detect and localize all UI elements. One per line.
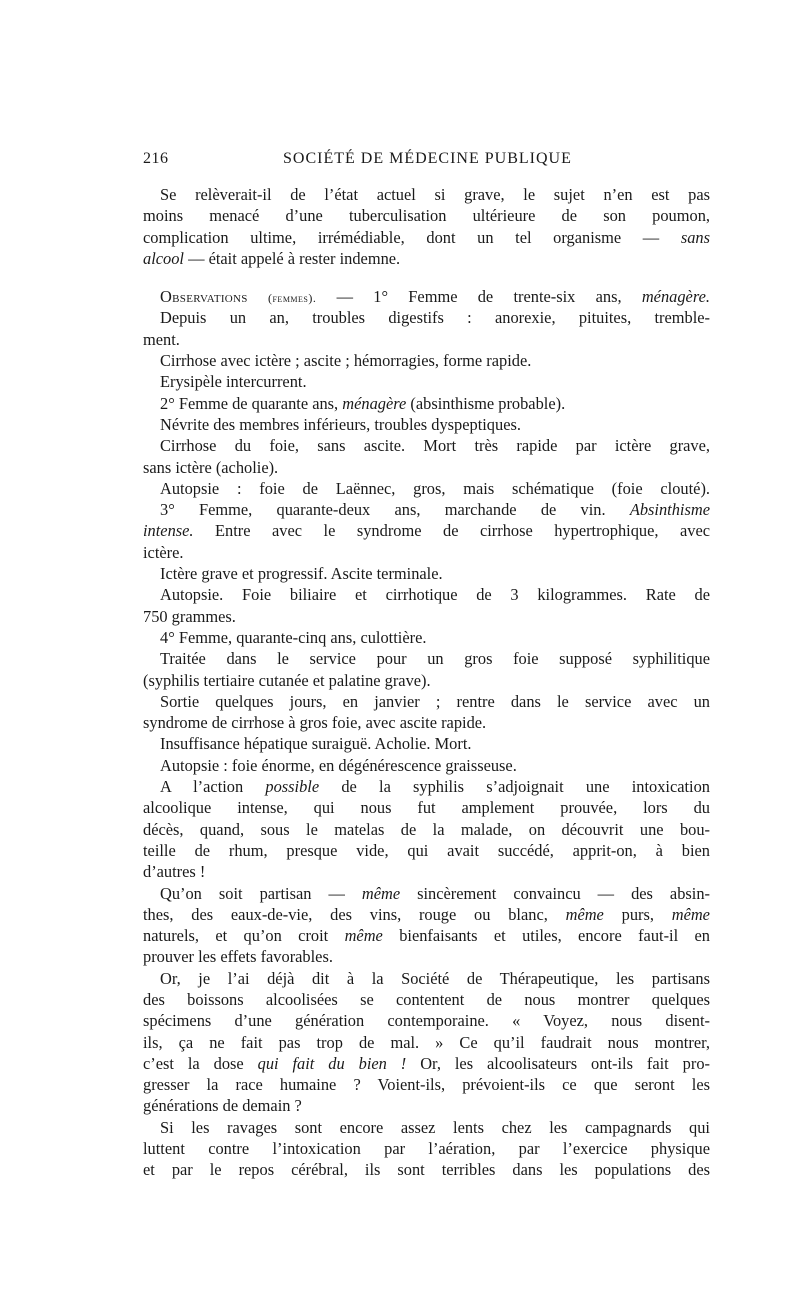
text-line: thes, des eaux-de-vie, des vins, rouge ou blanc, même purs, même xyxy=(143,904,710,924)
text-line: Insuffisance hépatique suraiguë. Acholie. Mort. xyxy=(160,734,472,754)
text-line: ils, ça ne fait pas trop de mal. » Ce qu’il faudrait nous montrer, xyxy=(143,1032,710,1052)
text-line: naturels, et qu’on croit même bienfaisants et utiles, encore faut-il en xyxy=(143,926,710,946)
text-line: A l’action possible de la syphilis s’adjoignait une intoxication xyxy=(160,777,710,797)
page-number: 216 xyxy=(143,150,169,167)
text-line: Cirrhose avec ictère ; ascite ; hémorragies, forme rapide. xyxy=(160,351,532,371)
text-line: Cirrhose du foie, sans ascite. Mort très rapide par ictère grave, xyxy=(160,436,710,456)
text-line: 2° Femme de quarante ans, ménagère (absinthisme probable). xyxy=(160,393,566,413)
text-line: Se relèverait-il de l’état actuel si grave, le sujet n’en est pas xyxy=(160,185,710,204)
text-line: générations de demain ? xyxy=(143,1096,302,1116)
text-line: Traitée dans le service pour un gros foie supposé syphilitique xyxy=(160,649,710,669)
text-line: ment. xyxy=(143,329,180,349)
text-line: moins menacé d’une tuberculisation ultérieure de son poumon, xyxy=(143,206,710,226)
section-heading: Observations xyxy=(160,287,248,307)
text-line: prouver les effets favorables. xyxy=(143,947,333,967)
text-line: complication ultime, irrémédiable, dont un tel organisme — sans xyxy=(143,227,710,247)
text-line: 750 grammes. xyxy=(143,606,236,626)
text-line: et par le repos cérébral, ils sont terribles dans les populations des xyxy=(143,1160,710,1180)
text-line: spécimens d’une génération contemporaine. « Voyez, nous disent- xyxy=(143,1011,710,1031)
text-line: Qu’on soit partisan — même sincèrement convaincu — des absin- xyxy=(160,883,710,903)
text-line: Sortie quelques jours, en janvier ; rentre dans le service avec un xyxy=(160,691,710,711)
text-line: ictère. xyxy=(143,542,184,562)
text-line: gresser la race humaine ? Voient-ils, prévoient-ils ce que seront les xyxy=(143,1075,710,1095)
text-line: syndrome de cirrhose à gros foie, avec ascite rapide. xyxy=(143,713,487,733)
text-line: d’autres ! xyxy=(143,862,206,882)
text-line: Si les ravages sont encore assez lents chez les campagnards qui xyxy=(160,1117,710,1137)
text-line: Autopsie. Foie biliaire et cirrhotique de 3 kilogrammes. Rate de xyxy=(160,585,710,605)
text-line: des boissons alcoolisées se contentent de nous montrer quelques xyxy=(143,989,710,1009)
text-line: Depuis un an, troubles digestifs : anorexie, pituites, tremble- xyxy=(160,308,710,328)
text-line: Autopsie : foie énorme, en dégénérescence graisseuse. xyxy=(160,755,517,775)
text-line: teille de rhum, presque vide, qui avait succédé, apprit-on, à bien xyxy=(143,840,710,860)
text-line: Or, je l’ai déjà dit à la Société de Thérapeutique, les partisans xyxy=(160,968,710,988)
text-line: (syphilis tertiaire cutanée et palatine grave). xyxy=(143,670,431,690)
text-line: Autopsie : foie de Laënnec, gros, mais schématique (foie clouté). xyxy=(160,478,710,498)
text-line: Erysipèle intercurrent. xyxy=(160,372,307,392)
text-line: alcoolique intense, qui nous fut amplement prouvée, lors du xyxy=(143,798,710,818)
text-line: 3° Femme, quarante-deux ans, marchande de vin. Absinthisme xyxy=(160,500,710,520)
text-line: Névrite des membres inférieurs, troubles dyspeptiques. xyxy=(160,414,521,434)
text-line: alcool — était appelé à rester indemne. xyxy=(143,248,401,268)
page-header xyxy=(143,150,710,172)
paragraph-gap xyxy=(143,269,710,286)
text-line: 4° Femme, quarante-cinq ans, culottière. xyxy=(160,627,427,647)
body-text xyxy=(143,184,710,1181)
text-line: intense. Entre avec le syndrome de cirrhose hypertrophique, avec xyxy=(143,521,710,541)
text-line: décès, quand, sous le matelas de la malade, on découvrit une bou- xyxy=(143,819,710,839)
section-heading-line: Observations (femmes). — 1° Femme de trente-six ans, ménagère. xyxy=(160,287,710,307)
text-line: c’est la dose qui fait du bien ! Or, les alcoolisateurs ont-ils fait pro- xyxy=(143,1053,710,1073)
text-line: luttent contre l’intoxication par l’aération, par l’exercice physique xyxy=(143,1139,710,1159)
running-title: SOCIÉTÉ DE MÉDECINE PUBLIQUE xyxy=(283,150,572,167)
text-line: Ictère grave et progressif. Ascite terminale. xyxy=(160,564,443,584)
text-line: sans ictère (acholie). xyxy=(143,457,279,477)
